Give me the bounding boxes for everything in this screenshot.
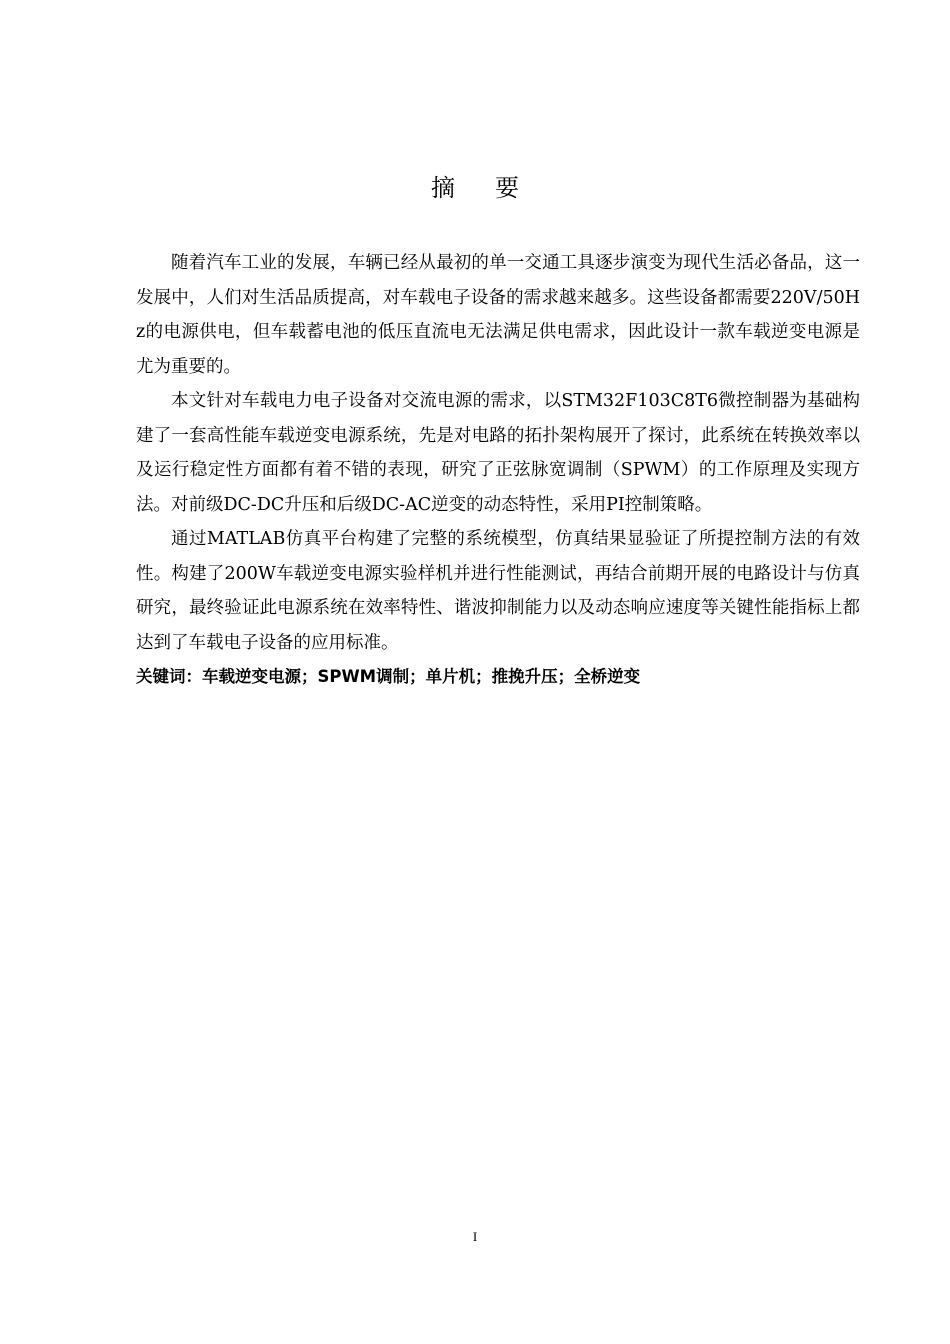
- abstract-title-char-2: 要: [495, 174, 519, 202]
- abstract-paragraph-1: 随着汽车工业的发展，车辆已经从最初的单一交通工具逐步演变为现代生活必备品，这一发展中，人们对生活品质提高，对车载电子设备的需求越来越多。这些设备都需要220V/50Hz的电源供电，但车载蓄电池的低压直流电无法满足供电需求，因此设计一款车载逆变电源是尤为重要的。: [136, 253, 860, 377]
- abstract-paragraph-2: 本文针对车载电力电子设备对交流电源的需求，以STM32F103C8T6微控制器为基础构建了一套高性能车载逆变电源系统，先是对电路的拓扑架构展开了探讨，此系统在转换效率以及运行稳定性方面都有着不错的表现，研究了正弦脉宽调制（SPWM）的工作原理及实现方法。对前级DC-DC升压和后级DC-AC逆变的动态特性，采用PI控制策略。: [136, 391, 860, 515]
- keywords-line: 关键词：车载逆变电源；SPWM调制；单片机；推挽升压；全桥逆变: [136, 667, 641, 686]
- page-number: I: [472, 1229, 478, 1244]
- abstract-title: [0, 170, 950, 206]
- abstract-body: [136, 246, 860, 694]
- abstract-paragraph-3: 通过MATLAB仿真平台构建了完整的系统模型，仿真结果显验证了所提控制方法的有效性。构建了200W车载逆变电源实验样机并进行性能测试，再结合前期开展的电路设计与仿真研究，最终验证此电源系统在效率特性、谐波抑制能力以及动态响应速度等关键性能指标上都达到了车载电子设备的应用标准。: [136, 529, 860, 653]
- abstract-title-char-1: 摘: [431, 174, 455, 202]
